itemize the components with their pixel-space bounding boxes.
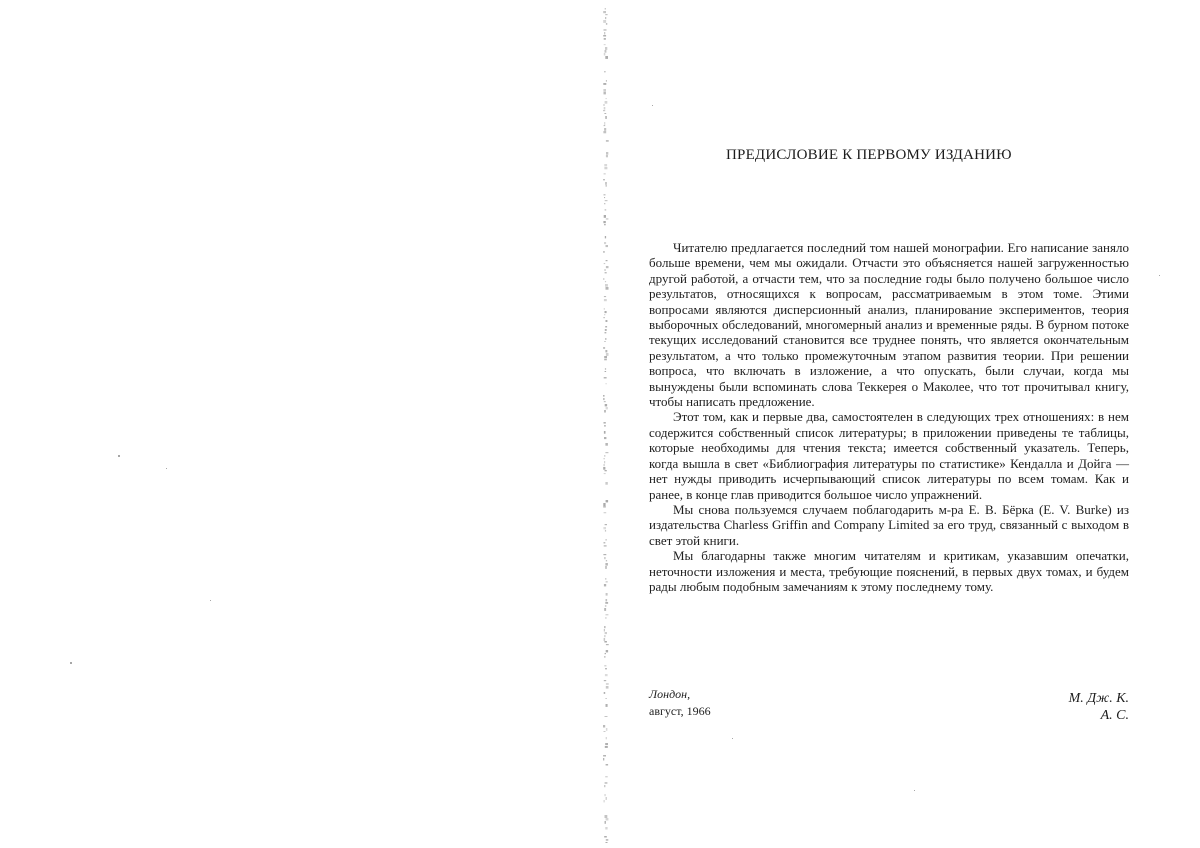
gutter-speck — [604, 125, 606, 126]
gutter-speck — [606, 614, 609, 615]
gutter-speck — [603, 35, 606, 37]
gutter-speck — [605, 668, 607, 669]
gutter-speck — [606, 683, 609, 685]
gutter-speck — [603, 221, 605, 223]
gutter-speck — [603, 20, 606, 23]
gutter-speck — [605, 617, 606, 619]
gutter-speck — [605, 530, 606, 532]
gutter-speck — [605, 743, 608, 745]
gutter-speck — [606, 353, 609, 356]
gutter-speck — [605, 284, 608, 287]
gutter-speck — [606, 599, 608, 601]
gutter-speck — [606, 686, 609, 689]
gutter-speck — [605, 674, 608, 676]
gutter-speck — [606, 185, 607, 187]
gutter-speck — [605, 566, 607, 569]
gutter-speck — [604, 194, 606, 196]
gutter-speck — [603, 11, 606, 13]
gutter-binding-shadow — [599, 8, 611, 843]
gutter-speck — [606, 737, 607, 739]
signature-line: А. С. — [1100, 708, 1129, 723]
paragraph: Мы благодарны также многим читателям и критикам, указавшим опечатки, неточности изложения и места, требующие пояснений, в первых двух томах, и будем рады любым подобным замечаниям к этому последнему тому. — [649, 548, 1129, 594]
gutter-speck — [604, 269, 605, 271]
gutter-speck — [604, 224, 606, 225]
gutter-speck — [604, 314, 605, 315]
gutter-speck — [604, 215, 606, 218]
gutter-speck — [606, 140, 609, 142]
gutter-speck — [603, 725, 605, 728]
gutter-speck — [604, 437, 606, 439]
scan-speck — [732, 738, 733, 739]
gutter-speck — [603, 278, 604, 280]
gutter-speck — [606, 320, 608, 322]
gutter-speck — [604, 692, 606, 694]
gutter-speck — [606, 260, 608, 261]
gutter-speck — [606, 407, 608, 409]
gutter-speck — [604, 107, 606, 110]
gutter-speck — [604, 626, 606, 628]
scan-speck — [70, 662, 72, 664]
gutter-speck — [604, 92, 606, 94]
gutter-speck — [606, 287, 609, 290]
gutter-speck — [605, 14, 607, 15]
gutter-speck — [604, 377, 607, 379]
gutter-speck — [604, 29, 607, 31]
gutter-speck — [603, 506, 606, 508]
scan-speck — [1159, 275, 1160, 276]
gutter-speck — [606, 593, 608, 596]
gutter-speck — [605, 101, 608, 104]
gutter-speck — [603, 395, 604, 397]
gutter-speck — [606, 383, 607, 384]
gutter-speck — [606, 581, 608, 583]
gutter-speck — [605, 605, 607, 607]
gutter-speck — [606, 818, 609, 821]
gutter-speck — [603, 758, 604, 761]
gutter-speck — [606, 704, 608, 707]
gutter-speck — [605, 116, 607, 119]
gutter-speck — [606, 245, 609, 247]
gutter-speck — [606, 839, 609, 841]
date: август, 1966 — [649, 704, 711, 718]
gutter-speck — [605, 698, 607, 699]
gutter-speck — [606, 842, 608, 843]
gutter-speck — [604, 197, 605, 198]
gutter-speck — [606, 155, 608, 157]
gutter-speck — [604, 785, 605, 787]
gutter-speck — [604, 641, 607, 643]
gutter-speck — [604, 164, 607, 166]
gutter-speck — [604, 263, 606, 264]
gutter-speck — [604, 794, 605, 796]
gutter-speck — [604, 296, 606, 297]
gutter-speck — [605, 209, 607, 211]
gutter-speck — [606, 23, 607, 25]
gutter-speck — [605, 815, 608, 818]
gutter-speck — [604, 635, 606, 637]
gutter-speck — [605, 782, 608, 784]
gutter-speck — [605, 602, 608, 604]
gutter-speck — [605, 470, 607, 471]
page-gutter — [599, 8, 611, 843]
gutter-speck — [605, 563, 608, 566]
scan-speck — [118, 455, 120, 457]
gutter-speck — [605, 56, 608, 59]
gutter-speck — [604, 167, 607, 169]
paragraph: Мы снова пользуемся случаем поблагодарить м-ра Е. В. Бёрка (E. V. Burke) из издательства Charless Griffin and Company Limited за его труд, связанный с выходом в свет этой книги. — [649, 501, 1129, 548]
gutter-speck — [604, 128, 606, 131]
gutter-speck — [605, 716, 608, 717]
place-date — [649, 686, 711, 720]
gutter-speck — [604, 557, 605, 559]
gutter-speck — [604, 680, 606, 681]
gutter-speck — [605, 578, 606, 580]
gutter-speck — [605, 236, 606, 238]
gutter-speck — [605, 338, 606, 340]
gutter-speck — [604, 359, 607, 360]
page-title: ПРЕДИСЛОВИЕ К ПЕРВОМУ ИЗДАНИЮ — [726, 147, 1012, 163]
paragraph: Читателю предлагается последний том нашей монографии. Его написание заняло больше времени, чем мы ожидали. Отчасти это объясняется нашей загруженностью другой работой, а отчасти тем, что за последние годы было получено большое число результатов, относящихся к вопросам, рассматриваемым в этом томе. Этими вопросами являются дисперсионный анализ, планирование экспериментов, теория выборочных обследований, многомерный анализ и временные ряды. В бурном потоке текущих исследований становится все труднее понять, что является окончательным результатом, а что только промежуточным этапом развития теории. При решении вопроса, что включать в изложение, а что опускать, были случаи, когда мы вынуждены были вспоминать слова Теккерея о Маколее, что тот прочитывал книгу, чтобы написать предложение. — [649, 240, 1129, 410]
gutter-speck — [605, 311, 607, 313]
gutter-speck — [603, 527, 606, 529]
gutter-speck — [605, 200, 608, 201]
gutter-speck — [606, 218, 609, 220]
gutter-speck — [606, 644, 609, 645]
gutter-speck — [604, 38, 606, 40]
gutter-speck — [606, 650, 608, 652]
gutter-speck — [605, 182, 607, 185]
gutter-speck — [603, 83, 606, 85]
gutter-speck — [605, 8, 606, 10]
gutter-speck — [605, 539, 607, 541]
gutter-speck — [604, 455, 605, 457]
gutter-speck — [605, 404, 607, 406]
gutter-speck — [604, 800, 605, 802]
scan-speck — [652, 105, 653, 106]
gutter-speck — [604, 425, 606, 427]
gutter-speck — [604, 341, 606, 342]
gutter-speck — [605, 281, 606, 282]
gutter-speck — [604, 608, 606, 611]
gutter-speck — [604, 410, 606, 413]
gutter-speck — [603, 755, 606, 757]
gutter-speck — [604, 203, 605, 204]
gutter-speck — [604, 122, 605, 125]
gutter-speck — [604, 242, 606, 244]
gutter-speck — [605, 524, 607, 525]
gutter-speck — [606, 728, 608, 731]
gutter-speck — [605, 326, 607, 328]
gutter-speck — [603, 131, 606, 133]
gutter-speck — [604, 545, 607, 547]
gutter-speck — [604, 299, 607, 301]
signature-line: М. Дж. К. — [1068, 691, 1129, 706]
gutter-speck — [603, 554, 606, 555]
gutter-speck — [604, 401, 606, 402]
gutter-speck — [605, 371, 607, 372]
gutter-speck — [603, 467, 605, 470]
gutter-speck — [603, 179, 605, 180]
gutter-speck — [605, 443, 608, 446]
right-page — [614, 0, 1200, 848]
gutter-speck — [605, 329, 607, 331]
gutter-speck — [605, 272, 607, 273]
gutter-speck — [603, 317, 605, 318]
gutter-speck — [605, 482, 607, 485]
gutter-speck — [605, 332, 607, 333]
gutter-speck — [604, 173, 606, 175]
gutter-speck — [603, 110, 605, 111]
gutter-speck — [606, 764, 609, 766]
scan-speck — [166, 468, 167, 469]
gutter-speck — [605, 47, 607, 50]
gutter-speck — [605, 653, 606, 654]
gutter-speck — [604, 665, 606, 667]
gutter-speck — [606, 152, 608, 155]
gutter-speck — [604, 53, 606, 56]
gutter-speck — [604, 512, 607, 513]
gutter-speck — [604, 473, 606, 474]
author-initials — [1014, 690, 1129, 724]
gutter-speck — [604, 44, 606, 45]
gutter-speck — [605, 368, 606, 370]
scan-speck — [210, 600, 211, 601]
gutter-speck — [605, 350, 607, 352]
gutter-speck — [604, 656, 605, 658]
gutter-speck — [604, 71, 606, 72]
gutter-speck — [605, 452, 608, 453]
gutter-speck — [604, 356, 607, 358]
gutter-speck — [605, 821, 607, 824]
gutter-speck — [605, 17, 606, 19]
gutter-speck — [604, 464, 605, 466]
gutter-speck — [605, 50, 607, 53]
gutter-speck — [606, 98, 607, 99]
gutter-speck — [604, 308, 605, 310]
gutter-speck — [604, 458, 605, 459]
paragraph: Этот том, как и первые два, самостоятелен в следующих трех отношениях: в нем содержится собственный список литературы; в приложении приведены те таблицы, которые необходимы для чтения текста; имеется собственный указатель. Теперь, когда вышла в свет «Библиография литературы по статистике» Кендалла и Дойга — нет нужды приводить исчерпывающий список литературы по всем томам. Как и ранее, в конце глав приводится большое число упражнений. — [649, 409, 1129, 502]
gutter-speck — [605, 827, 607, 830]
gutter-speck — [606, 500, 609, 502]
gutter-speck — [604, 113, 606, 114]
gutter-speck — [605, 632, 607, 634]
scan-speck — [914, 790, 915, 791]
gutter-speck — [604, 461, 605, 463]
gutter-speck — [606, 266, 609, 268]
gutter-speck — [604, 32, 605, 35]
gutter-speck — [606, 560, 607, 561]
gutter-speck — [604, 836, 607, 838]
gutter-speck — [604, 431, 606, 434]
gutter-speck — [604, 629, 605, 632]
gutter-speck — [604, 731, 606, 732]
gutter-speck — [605, 776, 608, 777]
gutter-speck — [604, 422, 606, 424]
gutter-speck — [603, 398, 605, 400]
gutter-speck — [606, 80, 607, 82]
place: Лондон, — [649, 687, 691, 701]
gutter-speck — [603, 251, 604, 253]
gutter-speck — [603, 347, 605, 349]
gutter-speck — [603, 104, 605, 106]
gutter-speck — [604, 542, 606, 544]
gutter-speck — [604, 584, 606, 586]
gutter-speck — [604, 638, 606, 641]
gutter-speck — [603, 503, 605, 506]
gutter-speck — [605, 746, 608, 748]
preface-body — [649, 240, 1129, 594]
gutter-speck — [603, 89, 606, 92]
gutter-speck — [606, 797, 608, 800]
